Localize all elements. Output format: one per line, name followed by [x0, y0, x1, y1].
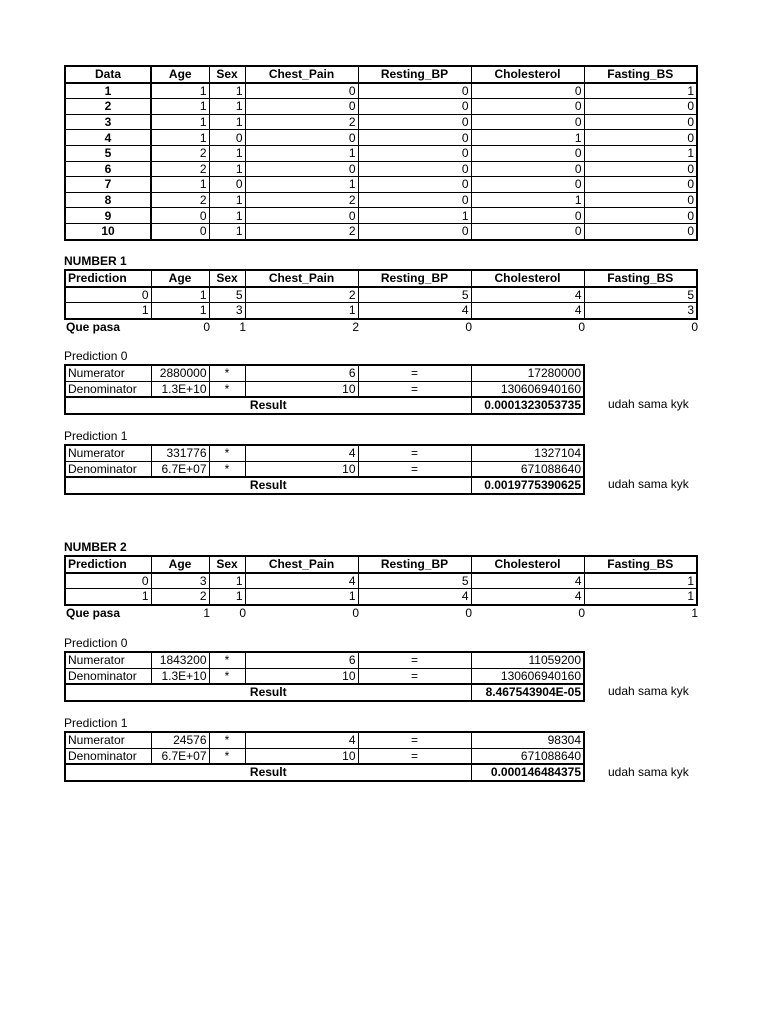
table-cell: Numerator: [65, 365, 151, 381]
table-cell: 1: [151, 99, 209, 115]
table-cell: Denominator: [65, 668, 151, 684]
table-cell: *: [209, 445, 245, 461]
table-cell: 1: [151, 287, 209, 303]
table-cell: 1: [245, 589, 358, 605]
table-cell: 5: [358, 573, 471, 589]
table-cell: 1: [584, 83, 697, 99]
table-cell: *: [209, 461, 245, 477]
result-value: 0.0001323053735: [471, 397, 584, 414]
number2-section: [64, 539, 700, 620]
table-cell: 0: [209, 177, 245, 193]
table-row: [65, 83, 697, 99]
table-cell: 0: [471, 223, 584, 239]
table-cell: 0: [584, 192, 697, 208]
que-pasa-label: Que pasa: [66, 606, 121, 621]
table-cell: 3: [209, 303, 245, 319]
table-cell: 1: [65, 303, 151, 319]
table-cell: 1327104: [471, 445, 584, 461]
table-cell: 0: [209, 130, 245, 146]
note-text: udah sama kyk: [608, 397, 689, 411]
table-cell: 1: [151, 177, 209, 193]
table-cell: 1: [151, 83, 209, 99]
table-cell: 1: [65, 589, 151, 605]
row-id-cell: 8: [65, 192, 151, 208]
table-cell: 0: [358, 99, 471, 115]
table-header-row: [65, 556, 697, 573]
table-cell: 11059200: [471, 652, 584, 668]
row-id-cell: 10: [65, 223, 151, 239]
table-cell: 1: [209, 208, 245, 224]
table-cell: 2: [245, 223, 358, 239]
table-cell: 0: [358, 130, 471, 146]
table-row: [65, 114, 697, 130]
header-cell: Age: [151, 270, 209, 287]
table-cell: 2: [352, 320, 359, 335]
table-cell: 4: [471, 303, 584, 319]
table-cell: 0: [578, 606, 585, 621]
table-cell: 0: [65, 573, 151, 589]
table-cell: 3: [584, 303, 697, 319]
table-cell: 6: [245, 652, 358, 668]
table-cell: 0: [352, 606, 359, 621]
table-cell: 0: [471, 114, 584, 130]
table-cell: 24576: [151, 732, 209, 748]
table-cell: =: [358, 652, 471, 668]
table-cell: 0: [245, 99, 358, 115]
table-cell: =: [358, 445, 471, 461]
table-cell: Numerator: [65, 652, 151, 668]
result-label: Result: [65, 684, 471, 701]
numerator-row: [65, 652, 584, 668]
table-cell: 1: [584, 589, 697, 605]
number1-prediction-table: [64, 269, 698, 320]
calc-table: [64, 364, 585, 415]
header-cell: Resting_BP: [358, 556, 471, 573]
table-cell: 1: [151, 114, 209, 130]
table-cell: 0: [584, 130, 697, 146]
table-cell: *: [209, 732, 245, 748]
table-cell: 0: [578, 320, 585, 335]
table-cell: 0: [245, 130, 358, 146]
result-value: 0.000146484375: [471, 764, 584, 781]
result-label: Result: [65, 764, 471, 781]
table-cell: 0: [465, 320, 472, 335]
table-cell: Denominator: [65, 748, 151, 764]
prediction-title: Prediction 0: [64, 636, 128, 650]
header-cell: Chest_Pain: [245, 270, 358, 287]
table-cell: 0: [151, 223, 209, 239]
row-id-cell: 7: [65, 177, 151, 193]
table-cell: 10: [245, 461, 358, 477]
table-cell: 1843200: [151, 652, 209, 668]
section-title: NUMBER 1: [64, 254, 127, 268]
header-cell: Fasting_BS: [584, 556, 697, 573]
table-cell: *: [209, 365, 245, 381]
table-cell: 4: [358, 589, 471, 605]
number1-section: [64, 253, 700, 334]
table-cell: 1: [209, 192, 245, 208]
table-row: [65, 177, 697, 193]
header-cell: Prediction: [65, 270, 151, 287]
table-cell: =: [358, 365, 471, 381]
result-label: Result: [65, 477, 471, 494]
denominator-row: [65, 668, 584, 684]
table-cell: 1: [209, 161, 245, 177]
calc-table: [64, 731, 585, 782]
table-cell: 4: [471, 287, 584, 303]
table-cell: 0: [584, 114, 697, 130]
result-row: [65, 477, 584, 494]
table-cell: *: [209, 748, 245, 764]
table-cell: 1: [584, 573, 697, 589]
table-cell: 5: [209, 287, 245, 303]
table-cell: =: [358, 668, 471, 684]
table-cell: 0: [471, 83, 584, 99]
table-cell: 6: [245, 365, 358, 381]
header-cell: Age: [151, 66, 209, 83]
table-cell: 130606940160: [471, 381, 584, 397]
table-row: [65, 303, 697, 319]
table-row: [65, 145, 697, 161]
denominator-row: [65, 381, 584, 397]
numerator-row: [65, 445, 584, 461]
table-cell: =: [358, 732, 471, 748]
table-row: [65, 192, 697, 208]
table-cell: 2: [245, 192, 358, 208]
table-cell: 10: [245, 668, 358, 684]
table-cell: *: [209, 381, 245, 397]
table-cell: Denominator: [65, 381, 151, 397]
header-cell: Cholesterol: [471, 66, 584, 83]
table-header-row: [65, 270, 697, 287]
que-pasa-row: [64, 320, 700, 335]
table-cell: 0: [471, 161, 584, 177]
result-value: 8.467543904E-05: [471, 684, 584, 701]
table-cell: 0: [471, 145, 584, 161]
table-row: [65, 589, 697, 605]
row-id-cell: 1: [65, 83, 151, 99]
header-cell: Resting_BP: [358, 270, 471, 287]
table-cell: 0: [358, 83, 471, 99]
table-header-row: [65, 66, 697, 83]
header-cell: Resting_BP: [358, 66, 471, 83]
header-cell: Cholesterol: [471, 270, 584, 287]
table-cell: 3: [151, 573, 209, 589]
numerator-row: [65, 365, 584, 381]
number1-pred0-block: [64, 348, 585, 415]
table-cell: 1: [209, 99, 245, 115]
row-id-cell: 5: [65, 145, 151, 161]
table-cell: 0: [245, 208, 358, 224]
table-cell: 0: [203, 320, 210, 335]
table-row: [65, 223, 697, 239]
table-cell: 1: [209, 573, 245, 589]
table-row: [65, 130, 697, 146]
row-id-cell: 2: [65, 99, 151, 115]
table-cell: *: [209, 652, 245, 668]
table-cell: 0: [358, 145, 471, 161]
table-cell: =: [358, 748, 471, 764]
table-cell: 98304: [471, 732, 584, 748]
table-cell: 1: [358, 208, 471, 224]
note-text: udah sama kyk: [608, 684, 689, 698]
table-cell: 17280000: [471, 365, 584, 381]
row-id-cell: 4: [65, 130, 151, 146]
table-cell: 10: [245, 381, 358, 397]
header-cell: Data: [65, 66, 151, 83]
prediction-title: Prediction 1: [64, 429, 128, 443]
table-cell: 1: [209, 223, 245, 239]
table-cell: 4: [471, 573, 584, 589]
que-pasa-label: Que pasa: [66, 320, 121, 335]
table-cell: 2: [151, 589, 209, 605]
data-table: [64, 65, 698, 241]
table-cell: Numerator: [65, 445, 151, 461]
header-cell: Prediction: [65, 556, 151, 573]
table-cell: 671088640: [471, 461, 584, 477]
calc-table: [64, 651, 585, 702]
header-cell: Age: [151, 556, 209, 573]
table-row: [65, 161, 697, 177]
table-cell: 0: [151, 208, 209, 224]
table-cell: 331776: [151, 445, 209, 461]
table-cell: 6.7E+07: [151, 748, 209, 764]
table-cell: 0: [239, 606, 246, 621]
table-cell: 2880000: [151, 365, 209, 381]
table-cell: 0: [465, 606, 472, 621]
prediction-title: Prediction 1: [64, 716, 128, 730]
numerator-row: [65, 732, 584, 748]
table-cell: 1: [584, 145, 697, 161]
table-cell: 0: [584, 208, 697, 224]
note-text: udah sama kyk: [608, 765, 689, 779]
table-cell: 2: [245, 287, 358, 303]
table-cell: 0: [691, 320, 698, 335]
header-cell: Sex: [209, 66, 245, 83]
table-cell: =: [358, 381, 471, 397]
table-cell: 1: [691, 606, 698, 621]
table-cell: 0: [65, 287, 151, 303]
table-row: [65, 99, 697, 115]
que-pasa-row: [64, 606, 700, 621]
table-cell: =: [358, 461, 471, 477]
denominator-row: [65, 748, 584, 764]
number2-prediction-table: [64, 555, 698, 606]
section-title: NUMBER 2: [64, 540, 127, 554]
table-cell: 0: [584, 161, 697, 177]
table-cell: 0: [584, 223, 697, 239]
table-cell: 2: [245, 114, 358, 130]
table-cell: 0: [358, 114, 471, 130]
table-cell: 5: [358, 287, 471, 303]
table-row: [65, 573, 697, 589]
table-cell: 1.3E+10: [151, 668, 209, 684]
note-text: udah sama kyk: [608, 477, 689, 491]
table-cell: 0: [584, 99, 697, 115]
table-cell: 5: [584, 287, 697, 303]
table-cell: 0: [358, 161, 471, 177]
row-id-cell: 3: [65, 114, 151, 130]
table-cell: 671088640: [471, 748, 584, 764]
table-cell: 0: [358, 177, 471, 193]
result-label: Result: [65, 397, 471, 414]
table-cell: 2: [151, 192, 209, 208]
table-cell: 4: [245, 732, 358, 748]
table-cell: 4: [471, 589, 584, 605]
table-cell: 4: [245, 573, 358, 589]
row-id-cell: 9: [65, 208, 151, 224]
table-cell: 1: [471, 130, 584, 146]
table-cell: Numerator: [65, 732, 151, 748]
table-row: [65, 287, 697, 303]
table-cell: 0: [358, 223, 471, 239]
table-cell: 0: [245, 83, 358, 99]
number2-pred1-block: [64, 715, 585, 782]
header-cell: Sex: [209, 270, 245, 287]
table-cell: 1: [203, 606, 210, 621]
header-cell: Fasting_BS: [584, 66, 697, 83]
table-cell: 6.7E+07: [151, 461, 209, 477]
table-cell: 1: [209, 114, 245, 130]
table-cell: Denominator: [65, 461, 151, 477]
header-cell: Fasting_BS: [584, 270, 697, 287]
table-cell: 1: [209, 83, 245, 99]
table-cell: 0: [584, 177, 697, 193]
table-cell: 1: [151, 130, 209, 146]
result-row: [65, 764, 584, 781]
result-value: 0.0019775390625: [471, 477, 584, 494]
table-cell: 1: [239, 320, 246, 335]
denominator-row: [65, 461, 584, 477]
table-cell: 4: [358, 303, 471, 319]
result-row: [65, 397, 584, 414]
number2-pred0-block: [64, 635, 585, 702]
table-cell: 1: [209, 589, 245, 605]
number1-pred1-block: [64, 428, 585, 495]
table-cell: 10: [245, 748, 358, 764]
row-id-cell: 6: [65, 161, 151, 177]
table-cell: 1: [471, 192, 584, 208]
header-cell: Chest_Pain: [245, 556, 358, 573]
table-cell: 2: [151, 161, 209, 177]
header-cell: Cholesterol: [471, 556, 584, 573]
table-cell: 1: [245, 177, 358, 193]
table-cell: 4: [245, 445, 358, 461]
header-cell: Sex: [209, 556, 245, 573]
prediction-title: Prediction 0: [64, 349, 128, 363]
table-cell: 2: [151, 145, 209, 161]
table-cell: 0: [471, 99, 584, 115]
table-cell: 1.3E+10: [151, 381, 209, 397]
table-cell: 0: [471, 208, 584, 224]
data-table-section: [64, 65, 698, 241]
table-cell: 130606940160: [471, 668, 584, 684]
result-row: [65, 684, 584, 701]
header-cell: Chest_Pain: [245, 66, 358, 83]
table-cell: 0: [245, 161, 358, 177]
table-cell: *: [209, 668, 245, 684]
table-cell: 1: [245, 303, 358, 319]
calc-table: [64, 444, 585, 495]
table-cell: 0: [358, 192, 471, 208]
table-cell: 1: [209, 145, 245, 161]
table-cell: 1: [245, 145, 358, 161]
table-row: [65, 208, 697, 224]
table-cell: 0: [471, 177, 584, 193]
table-cell: 1: [151, 303, 209, 319]
